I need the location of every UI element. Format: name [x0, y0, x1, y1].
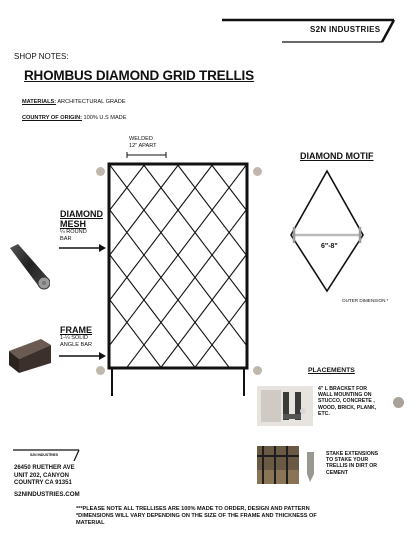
stake-description	[326, 451, 378, 476]
bracket-line: WALL MOUNTING ON	[318, 392, 372, 399]
origin-row	[22, 115, 126, 121]
stake-line: TRELLIS IN DIRT OR	[326, 463, 378, 470]
frame-line2: ANGLE BAR	[60, 341, 93, 348]
bracket-line: STUCCO, CONCRETE ,	[318, 398, 375, 405]
placements-title: PLACEMENTS	[308, 367, 355, 374]
stake-photo	[257, 446, 299, 484]
mount-dot-bottom-left	[96, 366, 105, 375]
diamond-motif-shape	[286, 167, 368, 297]
bracket-screw-icon	[300, 408, 306, 414]
stake-extension-icon	[304, 452, 316, 482]
footer-note-line3: MATERIAL	[76, 520, 105, 526]
brand-logo	[222, 18, 397, 44]
page-title: RHOMBUS DIAMOND GRID TRELLIS	[24, 68, 254, 83]
materials-row	[22, 99, 126, 105]
materials-label: MATERIALS:	[22, 99, 57, 105]
mount-point-icon	[393, 397, 404, 408]
stake-line: STAKE EXTENSIONS	[326, 451, 379, 457]
footer-note	[76, 506, 396, 527]
welded-line1: WELDED	[129, 136, 153, 142]
mesh-title-2: MESH	[60, 219, 87, 229]
shop-notes-label: SHOP NOTES:	[14, 52, 69, 61]
origin-value: 100% U.S MADE	[83, 115, 127, 121]
mount-dot-top-left	[96, 167, 105, 176]
address-block	[14, 465, 75, 488]
frame-arrow-icon	[59, 351, 107, 361]
bracket-line: ETC.	[318, 410, 330, 417]
origin-label: COUNTRY OF ORIGIN:	[22, 115, 82, 121]
stake-line: CEMENT	[326, 469, 348, 476]
bracket-photo	[257, 386, 313, 426]
mount-dot-top-right	[253, 167, 262, 176]
footer-note-line1: ***PLEASE NOTE ALL TRELLISES ARE 100% MADE TO ORDER, DESIGN AND PATTERN	[76, 506, 310, 512]
welded-line2: 12" APART	[129, 142, 157, 149]
trellis-frame	[109, 164, 247, 368]
bracket-description	[318, 386, 376, 417]
diamond-mesh-lines	[92, 164, 266, 400]
stake-line: TO STAKE YOUR	[326, 457, 369, 464]
mount-dot-bottom-right	[253, 366, 262, 375]
round-bar-photo	[8, 244, 50, 292]
bracket-line: 4" L BRACKET FOR	[318, 386, 368, 392]
brand-name: S2N INDUSTRIES	[310, 25, 381, 34]
trellis-drawing	[92, 160, 266, 400]
mesh-line2: BAR	[60, 235, 72, 242]
motif-dimension: 6"-8"	[321, 243, 338, 250]
materials-value: ARCHITECTURAL GRADE	[57, 99, 126, 105]
mesh-line1: ¼ ROUND	[60, 229, 87, 235]
welded-dimension-bracket	[126, 151, 168, 159]
website-link[interactable]: S2NINDUSTRIES.COM	[14, 491, 80, 498]
angle-bar-photo	[7, 337, 53, 375]
frame-title: FRAME	[60, 325, 92, 335]
mesh-title: DIAMOND	[60, 209, 103, 219]
motif-note: OUTER DIMENSION *	[342, 298, 389, 303]
address-line3: COUNTRY CA 91351	[14, 480, 72, 486]
address-line2: UNIT 202, CANYON	[14, 472, 70, 479]
footer-note-line2: *DIMENSIONS WILL VARY DEPENDING ON THE SIZE OF THE FRAME AND THICKNESS OF	[76, 513, 317, 519]
mesh-arrow-icon	[59, 243, 107, 253]
frame-label-block	[60, 325, 92, 348]
bracket-line: WOOD, BRICK, PLANK,	[318, 404, 377, 411]
address-line1: 26450 RUETHER AVE	[14, 465, 75, 471]
small-brand-name: S2N INDUSTRIES	[30, 453, 59, 457]
mesh-label-block	[60, 209, 103, 242]
welded-label	[129, 136, 157, 149]
frame-line1: 1-¼ SOLID	[60, 335, 88, 341]
motif-title: DIAMOND MOTIF	[300, 151, 374, 161]
